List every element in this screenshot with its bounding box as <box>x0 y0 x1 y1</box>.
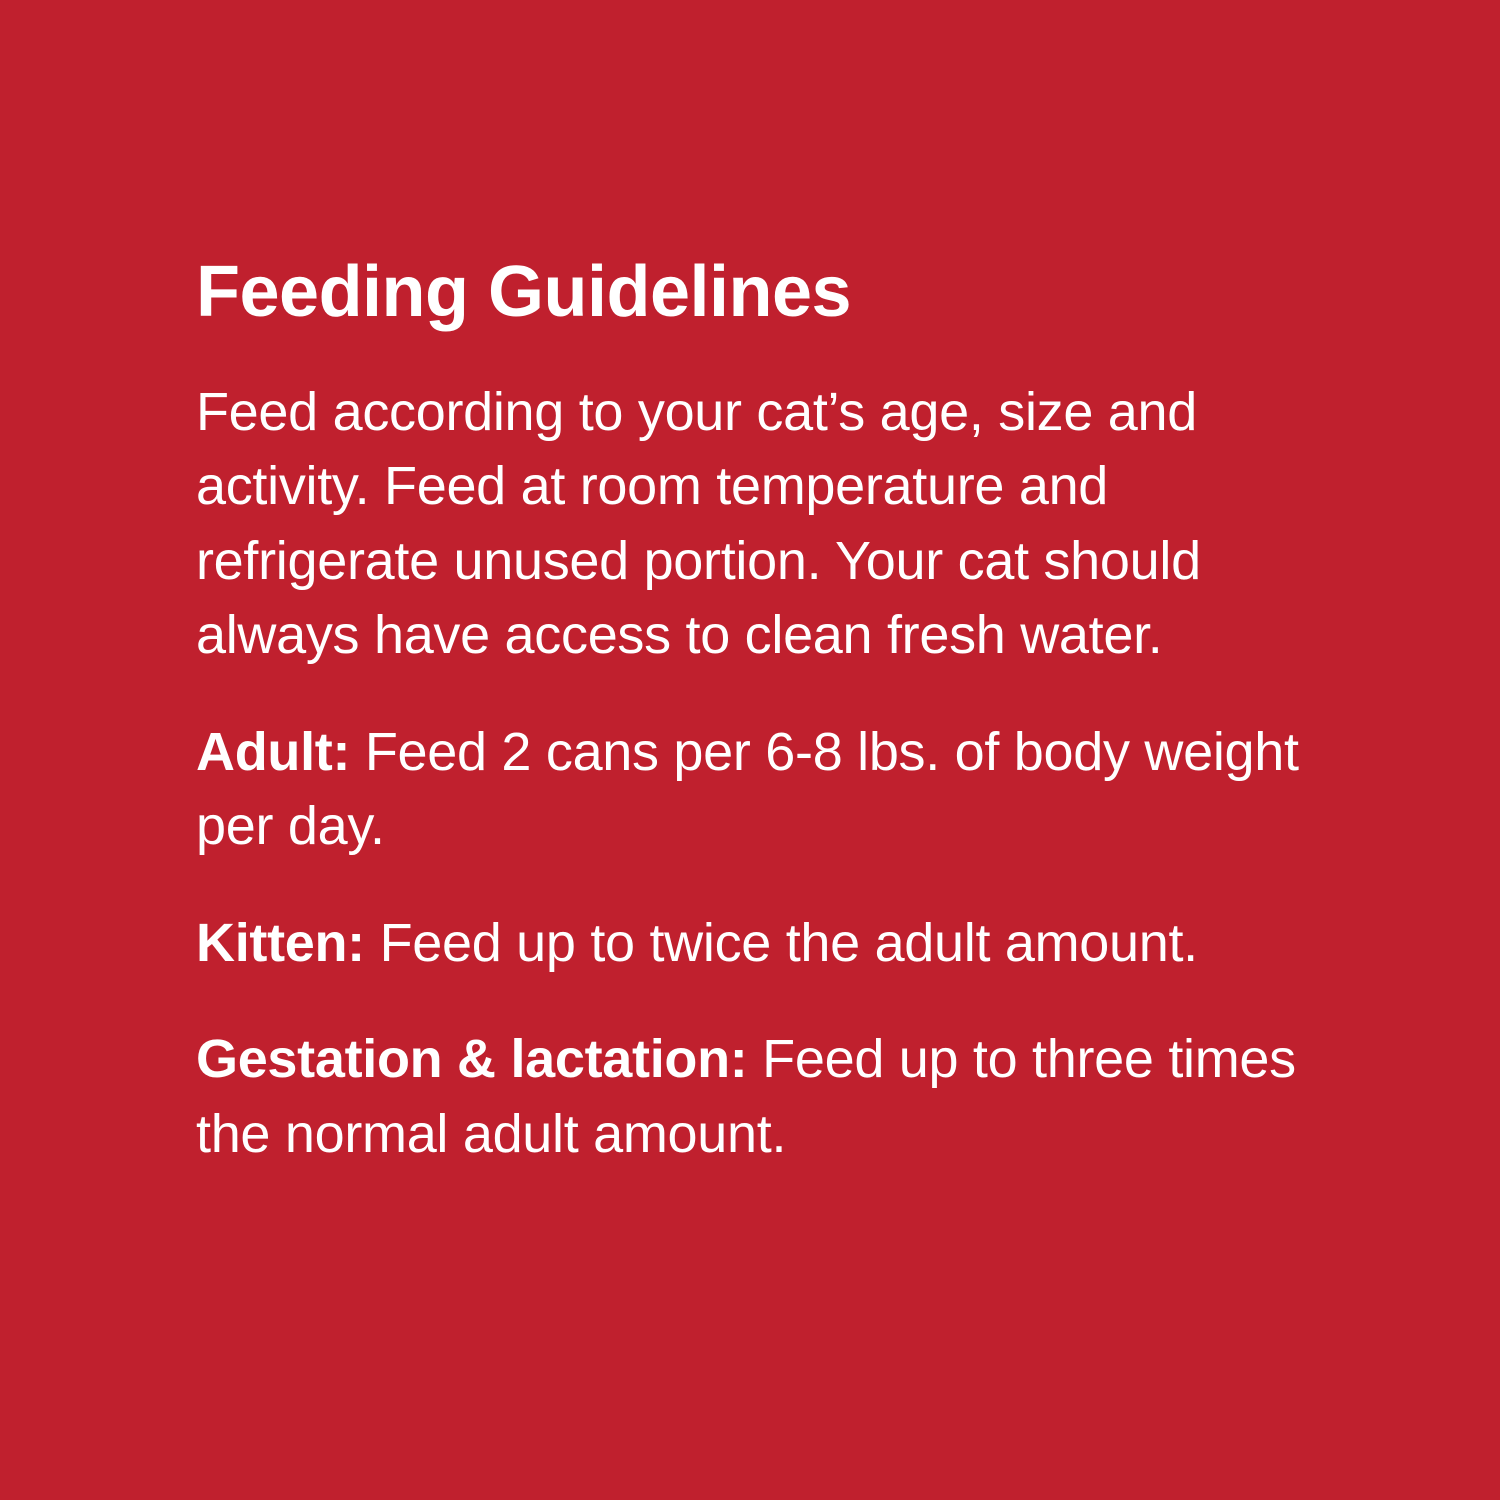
guideline-gestation-lactation-label: Gestation & lactation: <box>196 1029 748 1090</box>
panel-content <box>196 252 1321 1171</box>
guideline-kitten-label: Kitten: <box>196 912 365 973</box>
page-title: Feeding Guidelines <box>196 252 852 332</box>
guideline-gestation-lactation <box>196 1022 1306 1171</box>
guideline-kitten-text: Feed up to twice the adult amount. <box>364 912 1198 973</box>
guideline-adult-text: Feed 2 cans per 6-8 lbs. of body weight per day. <box>196 721 1299 857</box>
guideline-adult <box>196 715 1306 864</box>
intro-paragraph: Feed according to your cat’s age, size and activity. Feed at room temperature and refrigerate unused portion. Your cat should always have access to clean fresh water. <box>196 381 1201 666</box>
guideline-kitten <box>196 906 1306 981</box>
guideline-gestation-lactation-text: Feed up to three times the normal adult amount. <box>196 1029 1296 1164</box>
guideline-adult-label: Adult: <box>196 721 351 782</box>
